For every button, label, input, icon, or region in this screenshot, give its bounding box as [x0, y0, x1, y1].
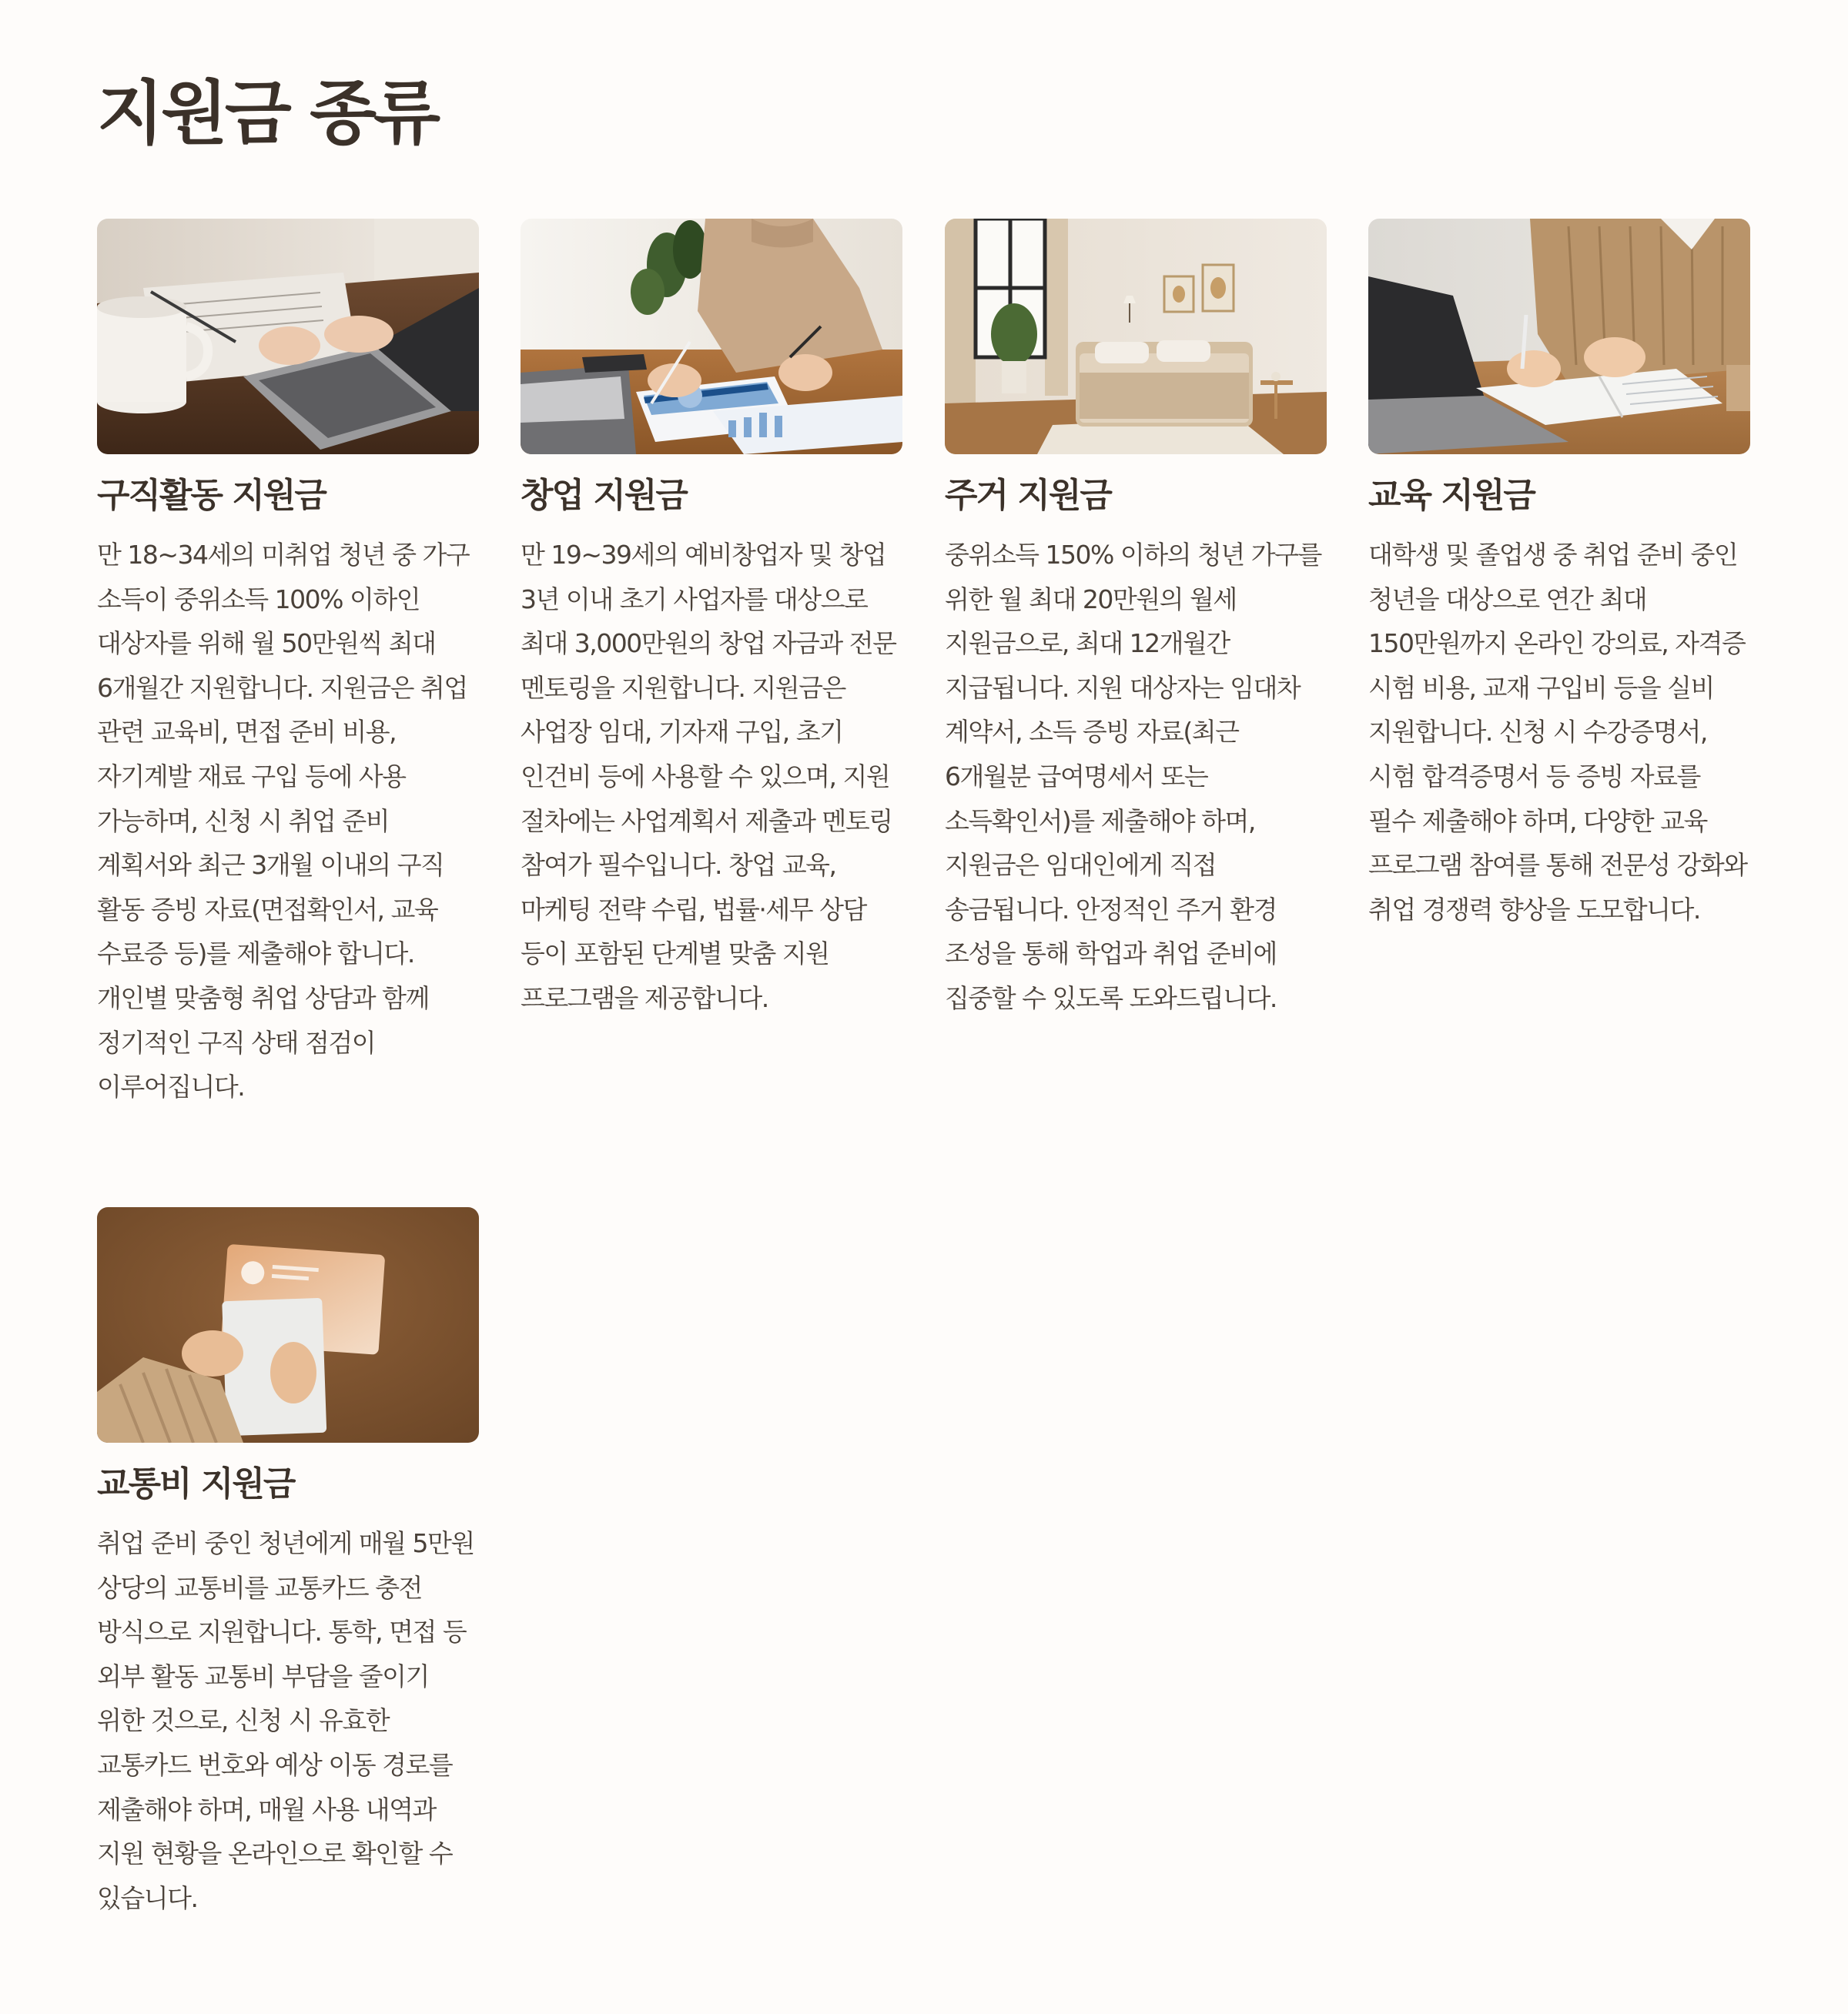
study-notebook-photo [1368, 219, 1750, 454]
card-description: 중위소득 150% 이하의 청년 가구를 위한 월 최대 20만원의 월세 지원금으로, 최대 12개월간 지급됩니다. 지원 대상자는 임대차 계약서, 소득 증빙 자료(최근 6개월분 급여명세서 또는 소득확인서)를 제출해야 하며, 지원금은 임대인에게 직접 송금됩니다. 안정적인 주거 환경 조성을 통해 학업과 취업 준비에 집중할 수 있도록 도와드립니다. [945, 540, 1321, 1013]
card-title: 주거 지원금 [945, 476, 1111, 515]
card-job-seeking[interactable] [97, 219, 479, 1102]
page-title: 지원금 종류 [97, 73, 438, 154]
card-title: 구직활동 지원금 [97, 476, 326, 515]
card-transport[interactable] [97, 1207, 479, 1913]
card-description: 취업 준비 중인 청년에게 매월 5만원 상당의 교통비를 교통카드 충전 방식으로 지원합니다. 통학, 면접 등 외부 활동 교통비 부담을 줄이기 위한 것으로, 신청 시 유효한 교통카드 번호와 예상 이동 경로를 제출해야 하며, 매월 사용 내역과 지원 현황을 온라인으로 확인할 수 있습니다. [97, 1528, 474, 1913]
card-description: 대학생 및 졸업생 중 취업 준비 중인 청년을 대상으로 연간 최대 150만원까지 온라인 강의료, 자격증 시험 비용, 교재 구입비 등을 실비 지원합니다. 신청 시 수강증명서, 시험 합격증명서 등 증빙 자료를 필수 제출해야 하며, 다양한 교육 프로그램 참여를 통해 전문성 강화와 취업 경쟁력 향상을 도모합니다. [1368, 540, 1747, 925]
business-documents-photo [521, 219, 902, 454]
card-title: 교통비 지원금 [97, 1464, 295, 1504]
transit-card-photo [97, 1207, 479, 1443]
card-housing[interactable] [945, 219, 1327, 1013]
bedroom-photo [945, 219, 1327, 454]
card-title: 교육 지원금 [1368, 476, 1535, 515]
card-startup[interactable] [521, 219, 902, 1013]
card-description: 만 19~39세의 예비창업자 및 창업 3년 이내 초기 사업자를 대상으로 최대 3,000만원의 창업 자금과 전문 멘토링을 지원합니다. 지원금은 사업장 임대, 기자재 구입, 초기 인건비 등에 사용할 수 있으며, 지원 절차에는 사업계획서 제출과 멘토링 참여가 필수입니다. 창업 교육, 마케팅 전략 수립, 법률·세무 상담 등이 포함된 단계별 맞춤 지원 프로그램을 제공합니다. [521, 540, 896, 1013]
card-education[interactable] [1368, 219, 1750, 925]
card-title: 창업 지원금 [521, 476, 687, 515]
card-description: 만 18~34세의 미취업 청년 중 가구 소득이 중위소득 100% 이하인 대상자를 위해 월 50만원씩 최대 6개월간 지원합니다. 지원금은 취업 관련 교육비, 면접 준비 비용, 자기계발 재료 구입 등에 사용 가능하며, 신청 시 취업 준비 계획서와 최근 3개월 이내의 구직 활동 증빙 자료(면접확인서, 교육 수료증 등)를 제출해야 합니다. 개인별 맞춤형 취업 상담과 함께 정기적인 구직 상태 점검이 이루어집니다. [97, 540, 470, 1102]
laptop-desk-photo [97, 219, 479, 454]
